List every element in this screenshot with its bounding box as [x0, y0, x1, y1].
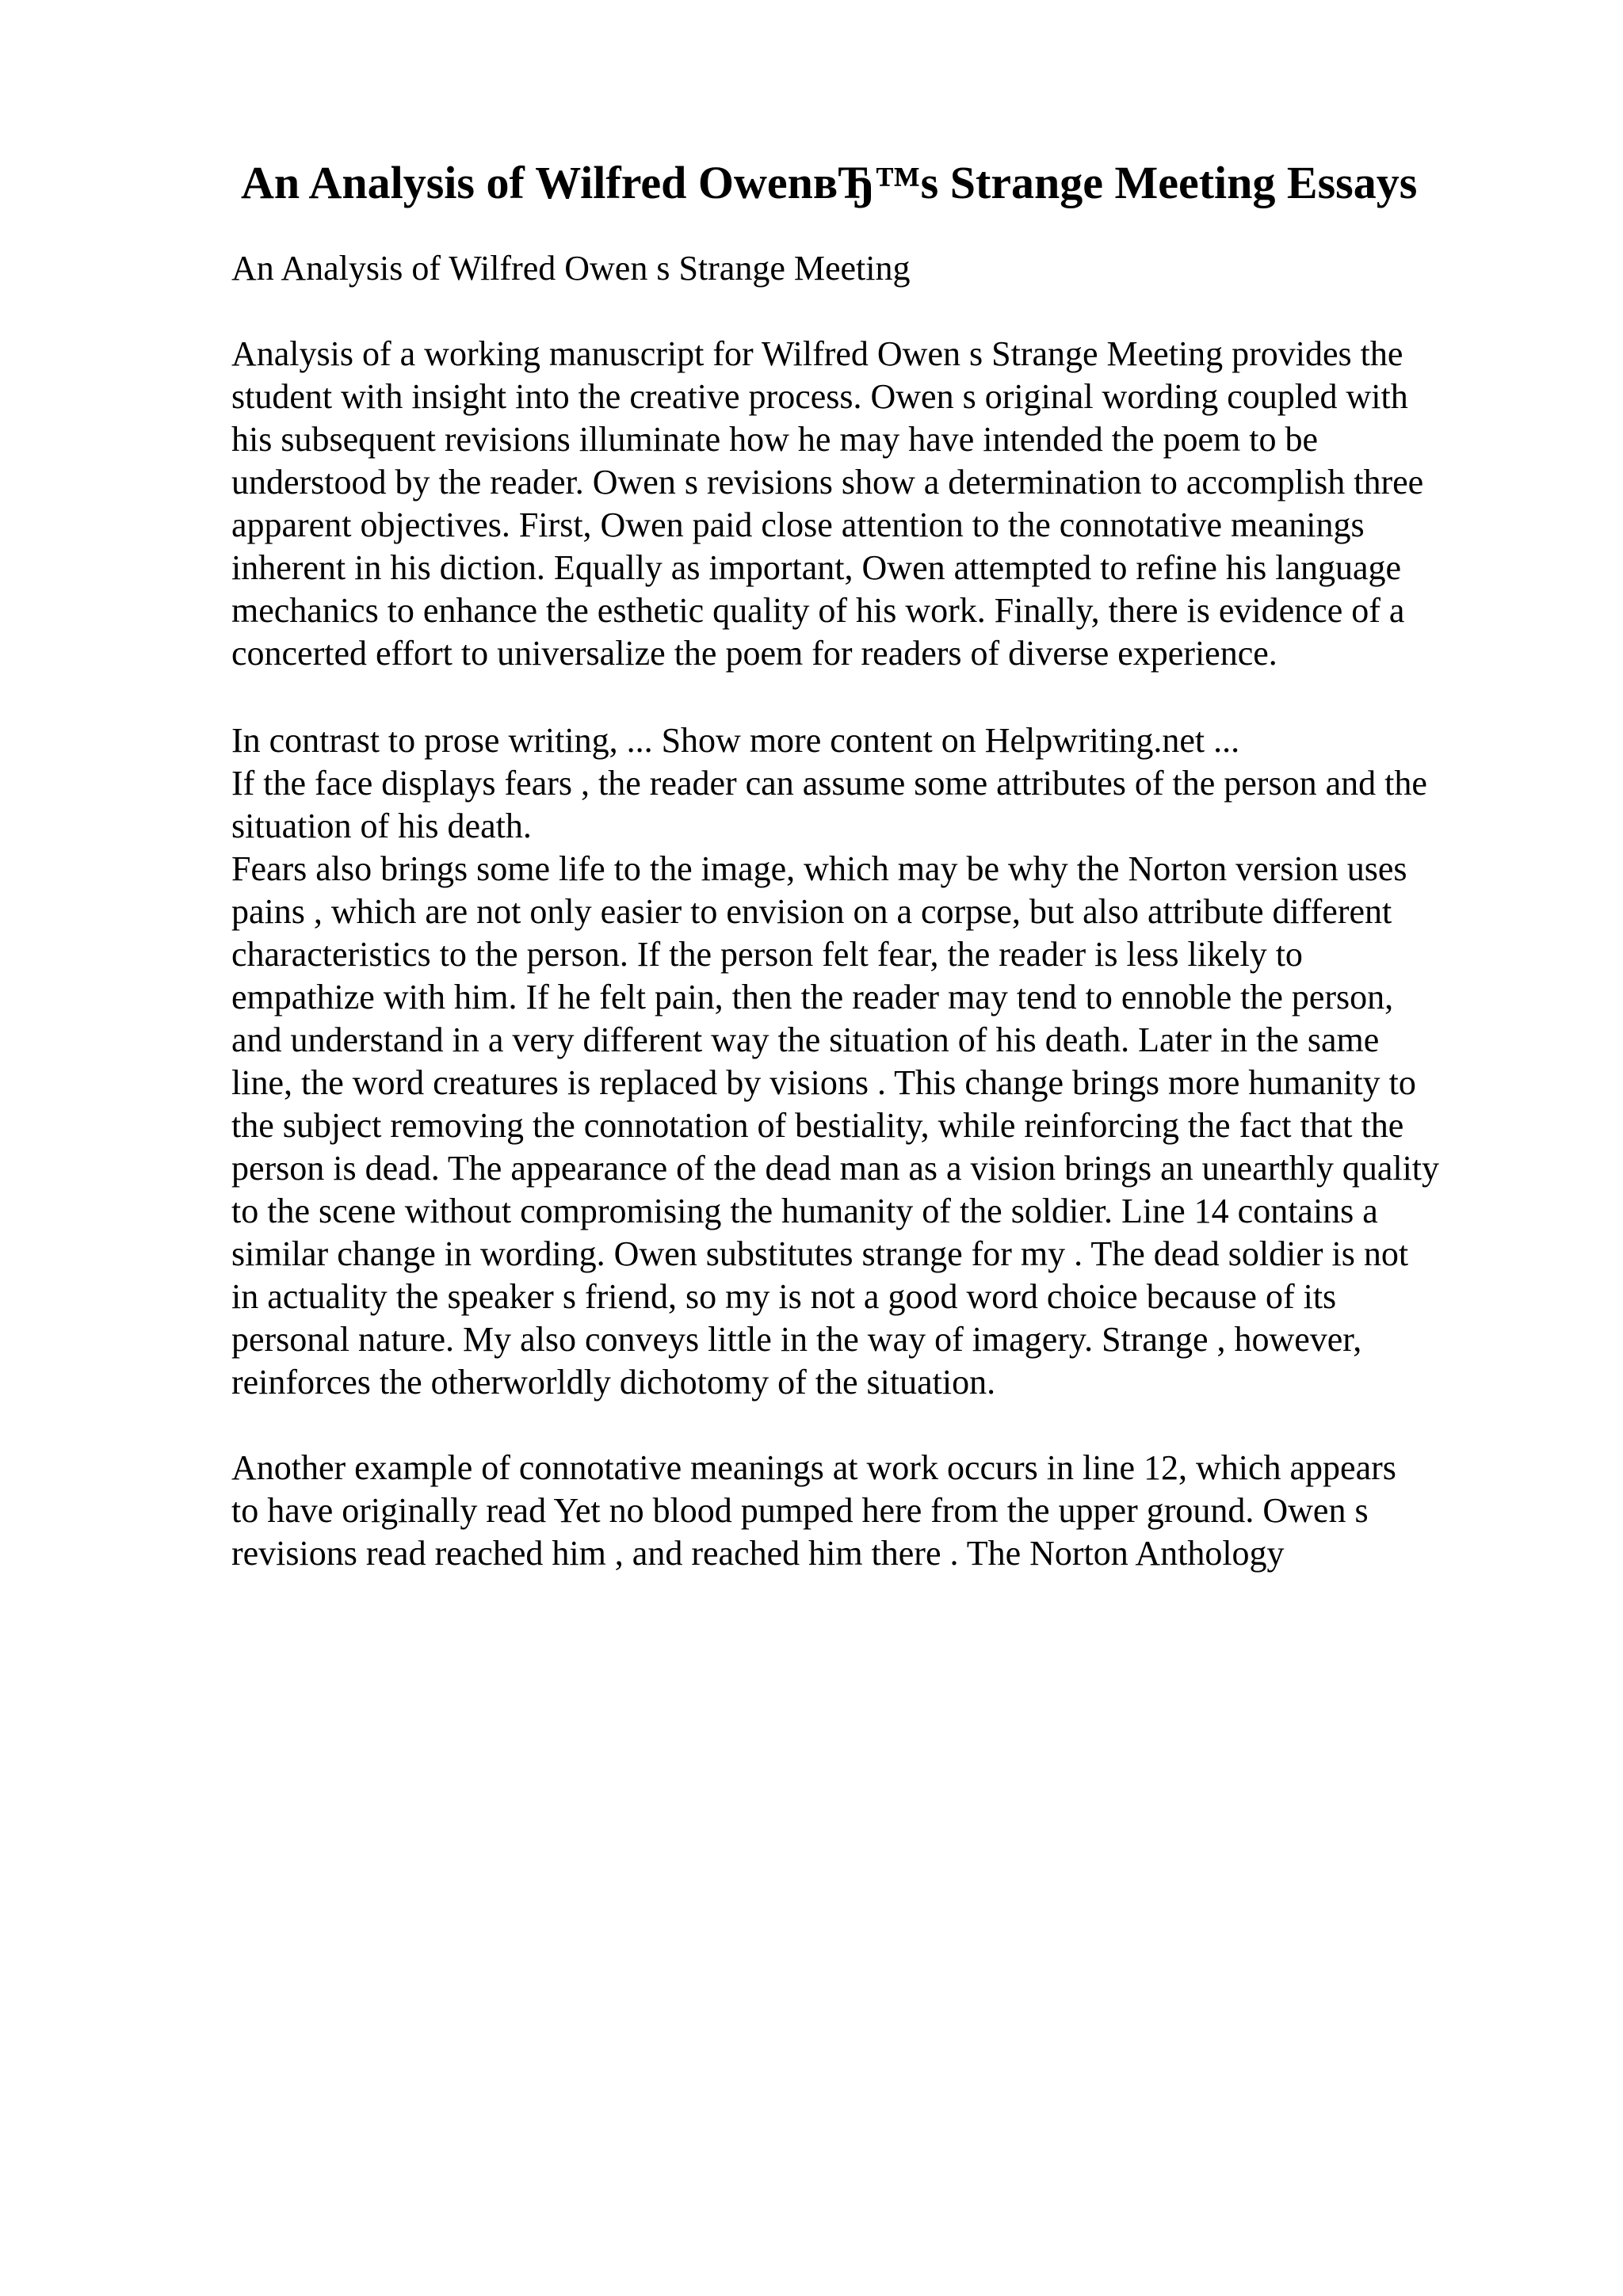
paragraph-line: pains , which are not only easier to envision on a corpse, but also attribute different — [231, 892, 1392, 931]
paragraph-closing — [231, 1447, 1396, 1575]
paragraph-line: the subject removing the connotation of bestiality, while reinforcing the fact that the — [231, 1106, 1404, 1145]
paragraph-line: In contrast to prose writing, ... Show more content on Helpwriting.net ... — [231, 721, 1240, 760]
paragraph-line: understood by the reader. Owen s revisions show a determination to accomplish three — [231, 463, 1424, 502]
paragraph-line: If the face displays fears , the reader can assume some attributes of the person and the — [231, 764, 1427, 803]
paragraph-line: in actuality the speaker s friend, so my is not a good word choice because of its — [231, 1277, 1337, 1316]
document-title: An Analysis of Wilfred OwenвЂ™s Strange Meeting Essays — [241, 157, 1418, 208]
paragraph-line: Analysis of a working manuscript for Wilfred Owen s Strange Meeting provides the — [231, 334, 1403, 373]
paragraph-line: mechanics to enhance the esthetic quality of his work. Finally, there is evidence of a — [231, 591, 1405, 630]
paragraph-line: Fears also brings some life to the image, which may be why the Norton version uses — [231, 849, 1407, 888]
paragraph-line: revisions read reached him , and reached him there . The Norton Anthology — [231, 1534, 1285, 1573]
paragraph-line: Another example of connotative meanings at work occurs in line 12, which appears — [231, 1448, 1396, 1487]
paragraph-intro — [231, 333, 1423, 675]
paragraph-line: empathize with him. If he felt pain, then the reader may tend to ennoble the person, — [231, 978, 1394, 1016]
paragraph-line: line, the word creatures is replaced by visions . This change brings more humanity to — [231, 1063, 1416, 1102]
paragraph-line: his subsequent revisions illuminate how he may have intended the poem to be — [231, 420, 1319, 459]
paragraph-line: person is dead. The appearance of the dead man as a vision brings an unearthly quality — [231, 1149, 1440, 1188]
paragraph-line: concerted effort to universalize the poem for readers of diverse experience. — [231, 634, 1277, 673]
paragraph-line: situation of his death. — [231, 807, 532, 845]
paragraph-line: to the scene without compromising the humanity of the soldier. Line 14 contains a — [231, 1192, 1378, 1230]
document-subtitle: An Analysis of Wilfred Owen s Strange Meeting — [231, 249, 911, 288]
paragraph-line: inherent in his diction. Equally as important, Owen attempted to refine his language — [231, 548, 1402, 587]
paragraph-line: characteristics to the person. If the person felt fear, the reader is less likely to — [231, 935, 1303, 974]
paragraph-line: to have originally read Yet no blood pumped here from the upper ground. Owen s — [231, 1491, 1369, 1530]
paragraph-line: personal nature. My also conveys little in the way of imagery. Strange , however, — [231, 1320, 1362, 1359]
paragraph-line: apparent objectives. First, Owen paid close attention to the connotative meanings — [231, 505, 1365, 544]
paragraph-line: and understand in a very different way the situation of his death. Later in the same — [231, 1020, 1380, 1059]
paragraph-body — [231, 719, 1439, 1404]
paragraph-line: student with insight into the creative process. Owen s original wording coupled with — [231, 377, 1408, 416]
paragraph-line: similar change in wording. Owen substitutes strange for my . The dead soldier is not — [231, 1234, 1409, 1273]
paragraph-line: reinforces the otherworldly dichotomy of the situation. — [231, 1363, 996, 1402]
